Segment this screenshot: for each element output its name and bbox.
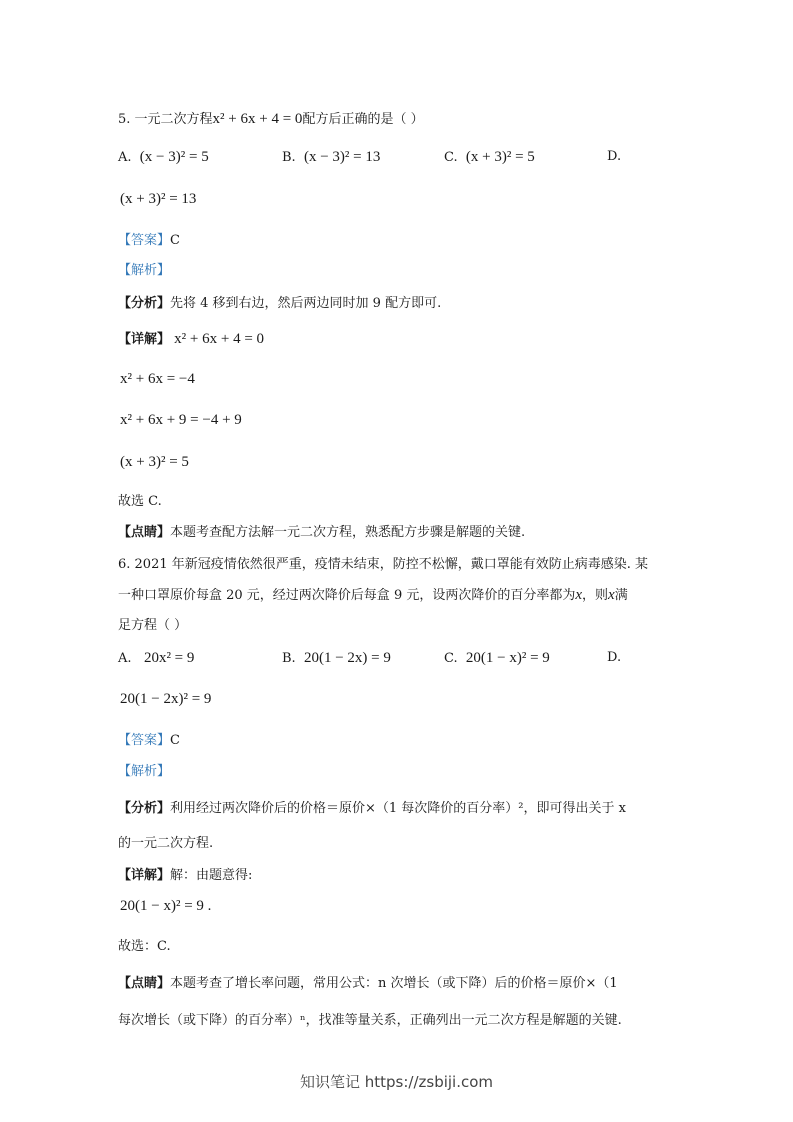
q5-comment: 【点睛】本题考查配方法解一元二次方程，熟悉配方步骤是解题的关键. (118, 525, 526, 540)
q6-option-b: B. 20(1 − 2x) = 9 (282, 650, 391, 666)
q6-detail: 【详解】解：由题意得: (118, 868, 253, 883)
q6-comment-line2: 每次增长（或下降）的百分率）ⁿ，找准等量关系，正确列出一元二次方程是解题的关键. (118, 1013, 622, 1028)
q6-option-d-expr: 20(1 − 2x)² = 9 (120, 691, 212, 707)
q6-equation: 20(1 − x)² = 9 . (120, 898, 212, 914)
q5-step-4: (x + 3)² = 5 (120, 454, 189, 470)
q5-detail: 【详解】 x² + 6x + 4 = 0 (118, 331, 265, 347)
q5-answer: 【答案】C (118, 233, 180, 248)
q5-step-2: x² + 6x = −4 (120, 371, 195, 387)
q6-option-c: C. 20(1 − x)² = 9 (444, 650, 550, 666)
q5-option-d-expr: (x + 3)² = 13 (120, 191, 197, 207)
q6-stem-line1: 6. 2021 年新冠疫情依然很严重，疫情未结束，防控不松懈，戴口罩能有效防止病毒感染. 某 (118, 557, 649, 572)
q5-stem: 5. 一元二次方程x² + 6x + 4 = 0配方后正确的是（ ） (118, 111, 424, 127)
q5-option-d-label: D. (607, 149, 622, 164)
q6-fenxi-line1: 【分析】利用经过两次降价后的价格＝原价×（1 每次降价的百分率）²，即可得出关于 x (118, 801, 626, 816)
q5-option-c: C. (x + 3)² = 5 (444, 149, 535, 165)
q5-analysis-tag: 【解析】 (118, 263, 171, 278)
q5-choose: 故选 C. (118, 494, 162, 509)
q6-answer: 【答案】C (118, 733, 180, 748)
q6-fenxi-line2: 的一元二次方程. (118, 836, 214, 851)
footer-watermark: 知识笔记 https://zsbiji.com (299, 1073, 494, 1091)
q5-option-b: B. (x − 3)² = 13 (282, 149, 381, 165)
q6-comment-line1: 【点睛】本题考查了增长率问题，常用公式：n 次增长（或下降）后的价格＝原价×（1 (118, 976, 618, 991)
q6-stem-line2: 一种口罩原价每盒 20 元，经过两次降价后每盒 9 元，设两次降价的百分率都为x，则x满 (118, 587, 628, 603)
q5-option-a: A. (x − 3)² = 5 (118, 149, 209, 165)
q6-stem-line3: 足方程（ ） (118, 618, 188, 633)
q6-option-a: A. 20x² = 9 (118, 650, 195, 666)
q5-step-3: x² + 6x + 9 = −4 + 9 (120, 412, 242, 428)
q6-choose: 故选：C. (118, 939, 171, 954)
q6-analysis-tag: 【解析】 (118, 764, 171, 779)
q5-fenxi: 【分析】先将 4 移到右边，然后两边同时加 9 配方即可. (118, 296, 442, 311)
q5-equation: x² + 6x + 4 = 0 (212, 111, 303, 127)
q6-option-d-label: D. (607, 650, 622, 665)
